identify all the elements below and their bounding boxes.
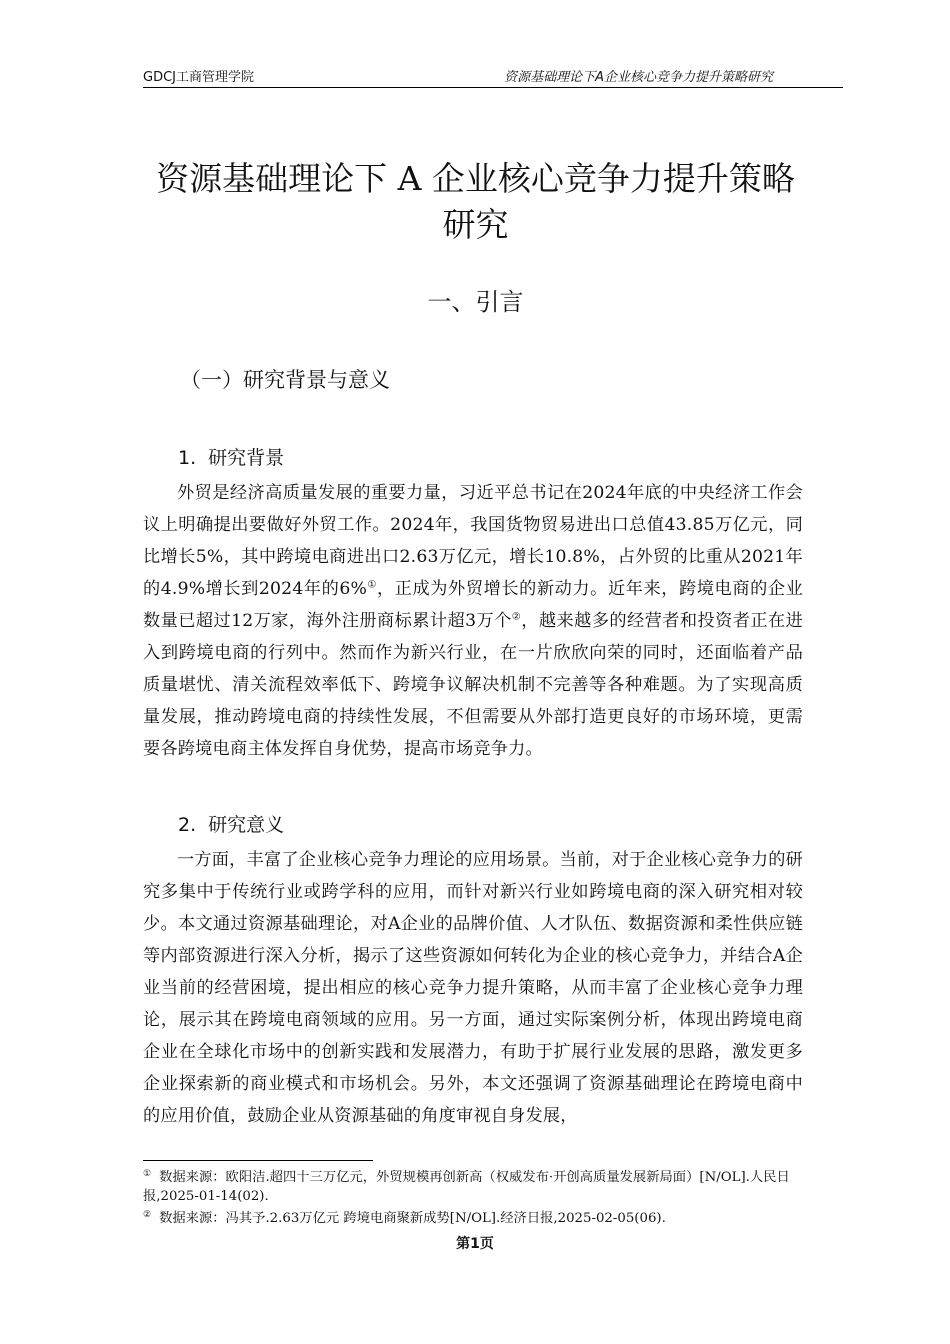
footnote-reference-2[interactable]: ② xyxy=(511,611,522,623)
header-divider xyxy=(143,87,843,88)
subsection-heading-background: （一）研究背景与意义 xyxy=(180,368,390,392)
footnote-divider xyxy=(143,1160,373,1161)
paragraph-research-background xyxy=(143,477,803,765)
heading-research-significance xyxy=(178,810,284,837)
paragraph-text-part-a: 外贸是经济高质量发展的重要力量，习近平总书记在2024年底的中央经济工作会议上明确提出要做好外贸工作。2024年，我国货物贸易进出口总值43.85万亿元，同比增长5%，其中跨境电商进出口2.63万亿元，增长10.8%，占外贸的比重从2021年的4.9%增长到2024年的6% xyxy=(143,483,803,599)
running-header xyxy=(143,66,843,86)
heading-number: 1. xyxy=(178,447,197,469)
section-heading-introduction: 一、引言 xyxy=(427,288,524,316)
footnote-mark: ① xyxy=(143,1168,152,1179)
footnote-1 xyxy=(143,1168,833,1206)
footnote-mark: ② xyxy=(143,1209,152,1220)
heading-research-background xyxy=(178,443,284,470)
heading-text: 研究意义 xyxy=(208,814,285,836)
paragraph-text-part-b: ，正成为外贸增长的新动力。近年来，跨境电商的企业数量已超过12万家，海外注册商标累计超3万个 xyxy=(143,579,804,631)
header-document-title: 资源基础理论下A企业核心竞争力提升策略研究 xyxy=(504,70,773,85)
heading-number: 2. xyxy=(178,814,197,836)
footnote-2 xyxy=(143,1209,833,1228)
header-institution: GDCJ工商管理学院 xyxy=(143,70,254,85)
footnote-text: 数据来源：冯其予.2.63万亿元 跨境电商聚新成势[N/OL].经济日报,2025-02-05(06). xyxy=(159,1211,666,1226)
paragraph-research-significance: 一方面，丰富了企业核心竞争力理论的应用场景。当前，对于企业核心竞争力的研究多集中于传统行业或跨学科的应用，而针对新兴行业如跨境电商的深入研究相对较少。本文通过资源基础理论，对A企业的品牌价值、人才队伍、数据资源和柔性供应链等内部资源进行深入分析，揭示了这些资源如何转化为企业的核心竞争力，并结合A企业当前的经营困境，提出相应的核心竞争力提升策略，从而丰富了企业核心竞争力理论，展示其在跨境电商领域的应用。另一方面，通过实际案例分析，体现出跨境电商企业在全球化市场中的创新实践和发展潜力，有助于扩展行业发展的思路，激发更多企业探索新的商业模式和市场机会。另外，本文还强调了资源基础理论在跨境电商中的应用价值，鼓励企业从资源基础的角度审视自身发展， xyxy=(143,850,803,1126)
page-number: 第1页 xyxy=(456,1236,494,1252)
paragraph-text-part-c: ，越来越多的经营者和投资者正在进入到跨境电商的行列中。然而作为新兴行业，在一片欣欣向荣的同时，还面临着产品质量堪忧、清关流程效率低下、跨境争议解决机制不完善等各种难题。为了实现高质量发展，推动跨境电商的持续性发展，不但需要从外部打造更良好的市场环境，更需要各跨境电商主体发挥自身优势，提高市场竞争力。 xyxy=(143,611,803,759)
heading-text: 研究背景 xyxy=(208,447,285,469)
document-title: 资源基础理论下 A 企业核心竞争力提升策略研究 xyxy=(156,159,795,244)
footnote-text: 数据来源：欧阳洁.超四十三万亿元，外贸规模再创新高（权威发布·开创高质量发展新局面）[N/OL].人民日报,2025-01-14(02). xyxy=(143,1170,790,1204)
footnote-reference-1[interactable]: ① xyxy=(367,579,377,591)
